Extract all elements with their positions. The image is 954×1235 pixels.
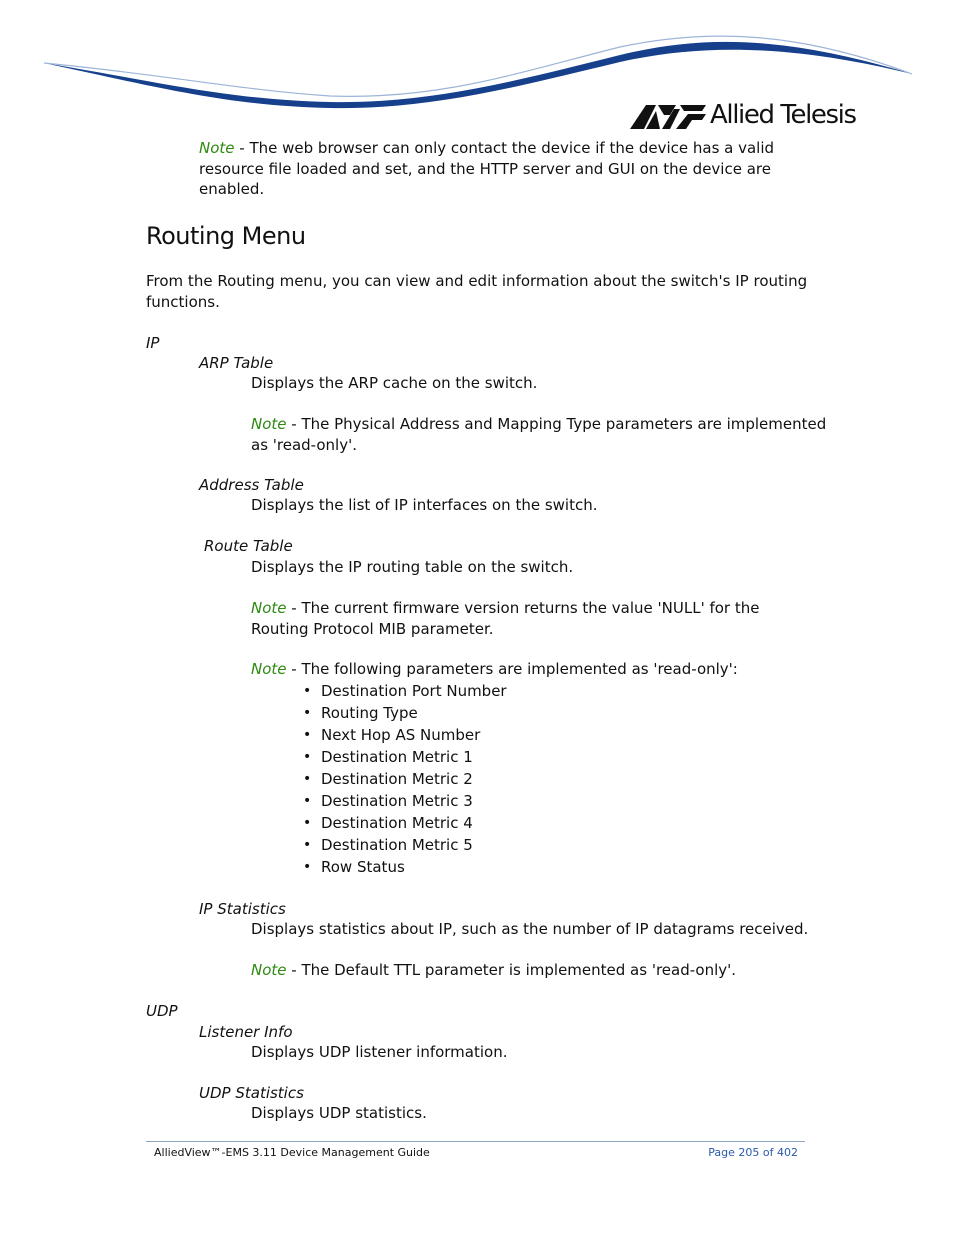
- list-item: • Destination Metric 3: [303, 790, 507, 812]
- read-only-parameter-list: [303, 680, 507, 878]
- ip-section-label: IP: [146, 334, 160, 352]
- note-text: - The web browser can only contact the device if the device has a valid: [234, 139, 775, 157]
- note-text-line: resource file loaded and set, and the HTTP server and GUI on the device are: [199, 159, 771, 178]
- list-item: • Destination Metric 5: [303, 834, 507, 856]
- brand-logo: [630, 102, 862, 132]
- udp-section-label: UDP: [146, 1002, 178, 1020]
- route-table-note-1: [251, 598, 759, 639]
- note-text-line: Routing Protocol MIB parameter.: [251, 619, 494, 638]
- intro-note: [199, 138, 774, 200]
- note-label: Note: [251, 599, 287, 617]
- note-text: - The current firmware version returns the value 'NULL' for the: [286, 599, 760, 617]
- footer-left-text: AlliedView™-EMS 3.11 Device Management Guide: [154, 1146, 430, 1159]
- note-label: Note: [251, 961, 287, 979]
- listener-info-desc: Displays UDP listener information.: [251, 1043, 508, 1061]
- route-table-desc: Displays the IP routing table on the switch.: [251, 558, 574, 576]
- list-item: • Routing Type: [303, 702, 507, 724]
- list-item: • Destination Metric 4: [303, 812, 507, 834]
- note-text: - The Physical Address and Mapping Type parameters are implemented: [286, 415, 827, 433]
- note-text-line: as 'read-only'.: [251, 435, 357, 454]
- logo-mark-icon: [630, 105, 706, 129]
- list-item: • Destination Metric 2: [303, 768, 507, 790]
- address-table-desc: Displays the list of IP interfaces on the switch.: [251, 496, 598, 514]
- ip-statistics-note: [251, 960, 736, 981]
- note-label: Note: [251, 660, 287, 678]
- section-heading: Routing Menu: [146, 222, 306, 250]
- footer-divider: [146, 1141, 805, 1142]
- intro-line: functions.: [146, 292, 220, 311]
- udp-statistics-title: UDP Statistics: [199, 1084, 304, 1102]
- intro-line: From the Routing menu, you can view and edit information about the switch's IP routing: [146, 272, 808, 290]
- note-label: Note: [251, 415, 287, 433]
- list-item: • Row Status: [303, 856, 507, 878]
- intro-paragraph: [146, 271, 807, 312]
- arp-table-note: [251, 414, 826, 455]
- list-item: • Destination Metric 1: [303, 746, 507, 768]
- page-number: Page 205 of 402: [708, 1146, 798, 1159]
- list-item: • Next Hop AS Number: [303, 724, 507, 746]
- listener-info-title: Listener Info: [199, 1023, 293, 1041]
- note-text: - The Default TTL parameter is implemented as 'read-only'.: [286, 961, 737, 979]
- ip-statistics-title: IP Statistics: [199, 900, 286, 918]
- list-item: • Destination Port Number: [303, 680, 507, 702]
- udp-statistics-desc: Displays UDP statistics.: [251, 1104, 427, 1122]
- ip-statistics-desc: Displays statistics about IP, such as the number of IP datagrams received.: [251, 920, 809, 938]
- note-text-line: enabled.: [199, 180, 265, 198]
- route-table-title: Route Table: [204, 537, 293, 555]
- note-text: - The following parameters are implemented as 'read-only':: [286, 660, 738, 678]
- route-table-note-2: [251, 659, 738, 680]
- arp-table-title: ARP Table: [199, 354, 274, 372]
- arp-table-desc: Displays the ARP cache on the switch.: [251, 374, 538, 392]
- address-table-title: Address Table: [199, 476, 304, 494]
- note-label: Note: [199, 139, 235, 157]
- brand-name: Allied Telesis: [710, 100, 856, 130]
- swoosh-shape: [44, 42, 912, 108]
